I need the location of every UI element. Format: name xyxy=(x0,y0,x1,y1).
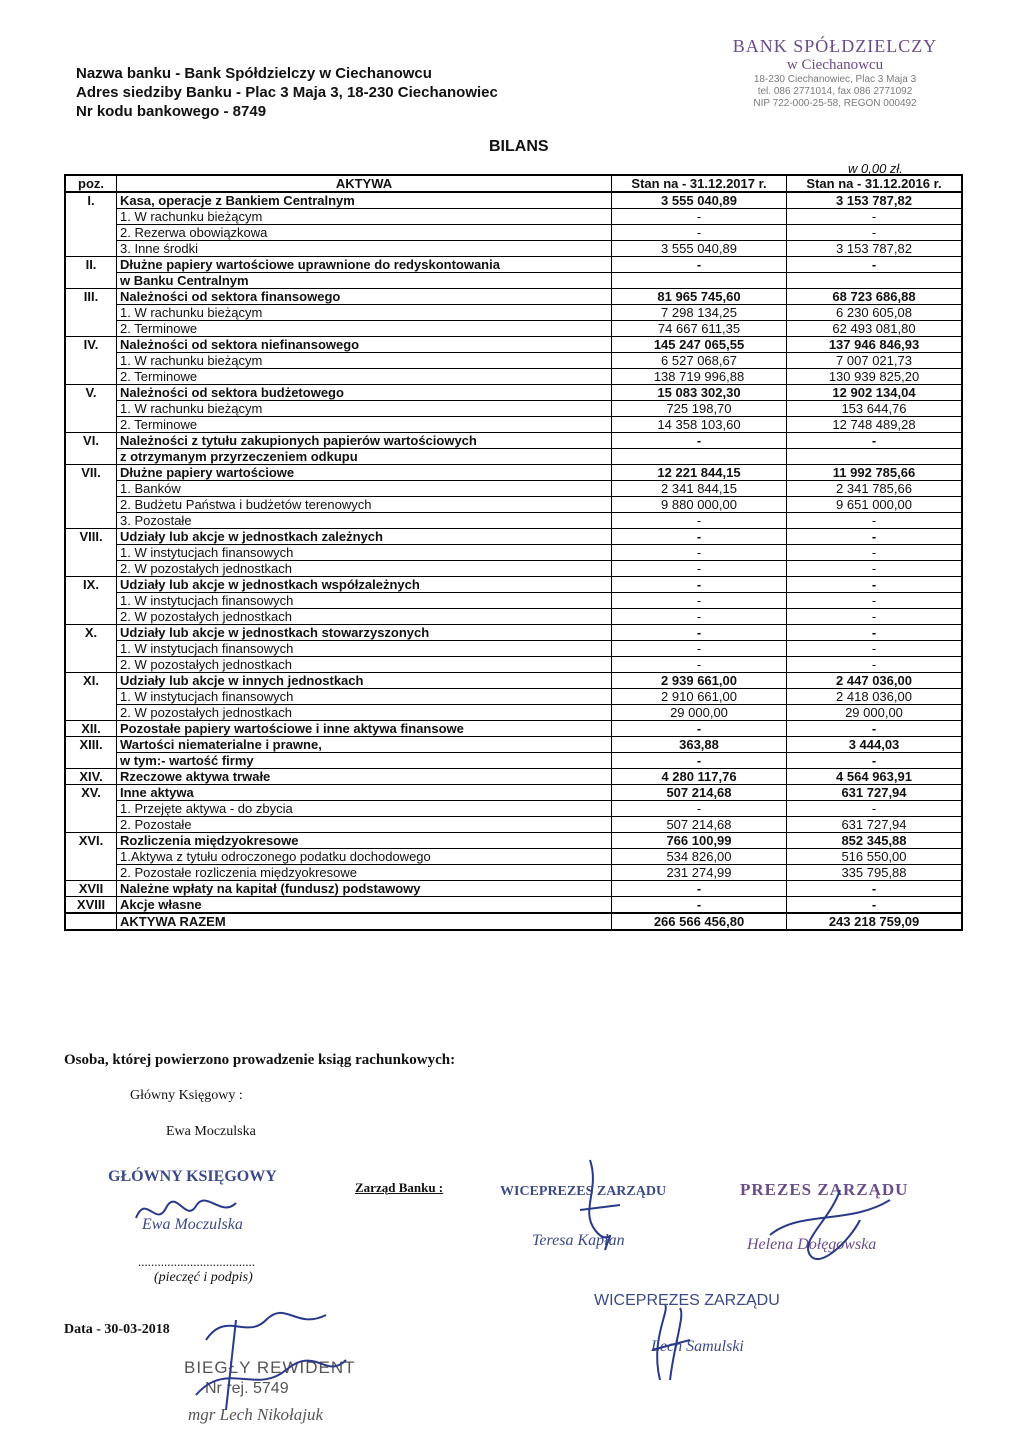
row-value-2016: 3 153 787,82 xyxy=(787,192,963,209)
row-position: XVII xyxy=(65,881,117,897)
auditor-title: BIEGŁY REWIDENT xyxy=(184,1358,356,1377)
table-row xyxy=(65,337,962,353)
row-description: Wartości niematerialne i prawne, xyxy=(117,737,612,753)
row-description: 3. Inne środki xyxy=(117,241,612,257)
row-value-2016: 335 795,88 xyxy=(787,865,963,881)
row-description: 2. W pozostałych jednostkach xyxy=(117,705,612,721)
vice-president-1-name: Teresa Kapłan xyxy=(532,1232,625,1249)
table-row xyxy=(65,785,962,801)
row-description: 2. Terminowe xyxy=(117,417,612,433)
table-row xyxy=(65,753,962,769)
row-value-2016: - xyxy=(787,801,963,817)
row-value-2016: 3 444,03 xyxy=(787,737,963,753)
row-description: Należności z tytułu zakupionych papierów wartościowych xyxy=(117,433,612,449)
row-description: 1. Banków xyxy=(117,481,612,497)
table-row xyxy=(65,353,962,369)
row-value-2017 xyxy=(612,449,787,465)
row-value-2016: 9 651 000,00 xyxy=(787,497,963,513)
row-value-2016: 4 564 963,91 xyxy=(787,769,963,785)
row-value-2017: 6 527 068,67 xyxy=(612,353,787,369)
row-description: 1. W instytucjach finansowych xyxy=(117,641,612,657)
row-value-2016: - xyxy=(787,609,963,625)
row-value-2016: 7 007 021,73 xyxy=(787,353,963,369)
row-description: 1. W rachunku bieżącym xyxy=(117,401,612,417)
row-value-2017: - xyxy=(612,897,787,914)
table-row xyxy=(65,641,962,657)
table-row xyxy=(65,449,962,465)
row-value-2016: 3 153 787,82 xyxy=(787,241,963,257)
row-value-2016: 2 418 036,00 xyxy=(787,689,963,705)
table-row xyxy=(65,865,962,881)
row-value-2017: 766 100,99 xyxy=(612,833,787,849)
table-row xyxy=(65,497,962,513)
row-description: Należności od sektora budżetowego xyxy=(117,385,612,401)
row-position xyxy=(65,369,117,385)
row-value-2017: - xyxy=(612,657,787,673)
row-position xyxy=(65,321,117,337)
row-position: VII. xyxy=(65,465,117,481)
table-row xyxy=(65,401,962,417)
row-value-2017: 12 221 844,15 xyxy=(612,465,787,481)
bookkeeper-label: Osoba, której powierzono prowadzenie ksiąg rachunkowych: xyxy=(64,1052,456,1068)
table-row xyxy=(65,769,962,785)
table-row xyxy=(65,465,962,481)
row-position xyxy=(65,705,117,721)
row-description: 2. Budżetu Państwa i budżetów terenowych xyxy=(117,497,612,513)
row-value-2016: 130 939 825,20 xyxy=(787,369,963,385)
row-position xyxy=(65,817,117,833)
row-value-2016: 2 341 785,66 xyxy=(787,481,963,497)
row-position: VIII. xyxy=(65,529,117,545)
row-value-2017: 145 247 065,55 xyxy=(612,337,787,353)
row-position: XIV. xyxy=(65,769,117,785)
table-row xyxy=(65,433,962,449)
table-row xyxy=(65,849,962,865)
row-position: V. xyxy=(65,385,117,401)
row-value-2016: 153 644,76 xyxy=(787,401,963,417)
row-position: II. xyxy=(65,257,117,273)
row-value-2016: - xyxy=(787,545,963,561)
row-value-2017: - xyxy=(612,881,787,897)
row-value-2016: 12 748 489,28 xyxy=(787,417,963,433)
chief-stamp-name: Ewa Moczulska xyxy=(142,1216,243,1233)
row-description: 1. W rachunku bieżącym xyxy=(117,209,612,225)
row-value-2016: 11 992 785,66 xyxy=(787,465,963,481)
vice-president-2-title: WICEPREZES ZARZĄDU xyxy=(594,1292,780,1309)
table-row xyxy=(65,192,962,209)
row-value-2017: 7 298 134,25 xyxy=(612,305,787,321)
row-position xyxy=(65,801,117,817)
stamp-city: w Ciechanowcu xyxy=(786,57,884,73)
row-position: X. xyxy=(65,625,117,641)
row-value-2017: - xyxy=(612,625,787,641)
row-position xyxy=(65,401,117,417)
row-position xyxy=(65,561,117,577)
table-row xyxy=(65,209,962,225)
row-description: Rzeczowe aktywa trwałe xyxy=(117,769,612,785)
total-label: AKTYWA RAZEM xyxy=(117,913,612,930)
table-row xyxy=(65,257,962,273)
row-value-2017: 363,88 xyxy=(612,737,787,753)
table-row xyxy=(65,273,962,289)
row-value-2017: 74 667 611,35 xyxy=(612,321,787,337)
row-position xyxy=(65,497,117,513)
row-position xyxy=(65,305,117,321)
table-row xyxy=(65,721,962,737)
table-row xyxy=(65,561,962,577)
row-value-2016: 631 727,94 xyxy=(787,817,963,833)
header-2017: Stan na - 31.12.2017 r. xyxy=(612,175,787,192)
header-2016: Stan na - 31.12.2016 r. xyxy=(787,175,963,192)
bank-address: Adres siedziby Banku - Plac 3 Maja 3, 18-230 Ciechanowiec xyxy=(76,84,498,101)
bank-header xyxy=(76,64,498,121)
president-name: Helena Dołęgowska xyxy=(747,1236,877,1253)
row-description: Akcje własne xyxy=(117,897,612,914)
row-value-2017: 29 000,00 xyxy=(612,705,787,721)
table-row xyxy=(65,545,962,561)
row-value-2016: 62 493 081,80 xyxy=(787,321,963,337)
table-row xyxy=(65,321,962,337)
row-value-2016: - xyxy=(787,257,963,273)
row-position xyxy=(65,753,117,769)
row-value-2017: 231 274,99 xyxy=(612,865,787,881)
row-description: Należności od sektora niefinansowego xyxy=(117,337,612,353)
row-position xyxy=(65,865,117,881)
bank-name: Nazwa banku - Bank Spółdzielczy w Ciechanowcu xyxy=(76,65,432,82)
row-description: Udziały lub akcje w jednostkach współzależnych xyxy=(117,577,612,593)
table-row xyxy=(65,225,962,241)
total-empty xyxy=(65,913,117,930)
row-description: 1. W instytucjach finansowych xyxy=(117,593,612,609)
row-description: w tym:- wartość firmy xyxy=(117,753,612,769)
row-description: Rozliczenia międzyokresowe xyxy=(117,833,612,849)
row-value-2017 xyxy=(612,273,787,289)
row-value-2016 xyxy=(787,449,963,465)
row-description: 3. Pozostałe xyxy=(117,513,612,529)
row-description: 2. W pozostałych jednostkach xyxy=(117,561,612,577)
page-title: BILANS xyxy=(489,138,549,155)
row-description: 2. Rezerwa obowiązkowa xyxy=(117,225,612,241)
row-value-2016: 516 550,00 xyxy=(787,849,963,865)
row-position xyxy=(65,545,117,561)
row-position: VI. xyxy=(65,433,117,449)
row-value-2017: - xyxy=(612,641,787,657)
row-description: Dłużne papiery wartościowe xyxy=(117,465,612,481)
header-assets: AKTYWA xyxy=(117,175,612,192)
row-description: Udziały lub akcje w jednostkach zależnych xyxy=(117,529,612,545)
total-2016: 243 218 759,09 xyxy=(787,913,963,930)
row-position xyxy=(65,225,117,241)
table-row xyxy=(65,817,962,833)
row-value-2016: 12 902 134,04 xyxy=(787,385,963,401)
stamp-address: 18-230 Ciechanowiec, Plac 3 Maja 3 xyxy=(753,74,917,85)
row-value-2017: - xyxy=(612,609,787,625)
balance-sheet-table xyxy=(64,174,963,931)
row-value-2016: - xyxy=(787,593,963,609)
row-description: 2. W pozostałych jednostkach xyxy=(117,609,612,625)
row-value-2016: - xyxy=(787,225,963,241)
row-position xyxy=(65,273,117,289)
total-row xyxy=(65,913,962,930)
row-value-2017: - xyxy=(612,225,787,241)
row-value-2017: 15 083 302,30 xyxy=(612,385,787,401)
table-header-row xyxy=(65,175,962,192)
table-row xyxy=(65,289,962,305)
row-value-2016: - xyxy=(787,561,963,577)
row-value-2016: 68 723 686,88 xyxy=(787,289,963,305)
row-value-2017: - xyxy=(612,529,787,545)
row-value-2017: 507 214,68 xyxy=(612,785,787,801)
row-value-2016: - xyxy=(787,657,963,673)
table-row xyxy=(65,625,962,641)
row-value-2017: 2 939 661,00 xyxy=(612,673,787,689)
table-row xyxy=(65,593,962,609)
row-value-2017: 138 719 996,88 xyxy=(612,369,787,385)
row-value-2017: 81 965 745,60 xyxy=(612,289,787,305)
row-value-2016: - xyxy=(787,641,963,657)
total-2017: 266 566 456,80 xyxy=(612,913,787,930)
row-position: XII. xyxy=(65,721,117,737)
row-value-2017: 534 826,00 xyxy=(612,849,787,865)
row-value-2017: 4 280 117,76 xyxy=(612,769,787,785)
row-value-2017: - xyxy=(612,801,787,817)
row-description: Należne wpłaty na kapitał (fundusz) podstawowy xyxy=(117,881,612,897)
row-position xyxy=(65,417,117,433)
row-description: Pozostałe papiery wartościowe i inne aktywa finansowe xyxy=(117,721,612,737)
row-position xyxy=(65,241,117,257)
row-value-2017: 2 910 661,00 xyxy=(612,689,787,705)
vice-president-1-title: WICEPREZES ZARZĄDU xyxy=(500,1184,667,1199)
currency-unit: w 0,00 zł. xyxy=(848,161,903,176)
row-position: XV. xyxy=(65,785,117,801)
row-description: z otrzymanym przyrzeczeniem odkupu xyxy=(117,449,612,465)
row-position: XVI. xyxy=(65,833,117,849)
row-value-2016: - xyxy=(787,625,963,641)
row-description: 2. Terminowe xyxy=(117,369,612,385)
row-value-2017: - xyxy=(612,209,787,225)
row-position xyxy=(65,849,117,865)
table-row xyxy=(65,897,962,914)
row-position: XIII. xyxy=(65,737,117,753)
table-row xyxy=(65,577,962,593)
table-row xyxy=(65,385,962,401)
row-position: IX. xyxy=(65,577,117,593)
row-description: 1. Przejęte aktywa - do zbycia xyxy=(117,801,612,817)
row-position: I. xyxy=(65,192,117,209)
table-row xyxy=(65,801,962,817)
table-row xyxy=(65,481,962,497)
document-date: Data - 30-03-2018 xyxy=(64,1322,170,1337)
bank-code: Nr kodu bankowego - 8749 xyxy=(76,103,267,120)
row-value-2017: - xyxy=(612,561,787,577)
row-position xyxy=(65,449,117,465)
row-value-2017: 14 358 103,60 xyxy=(612,417,787,433)
row-description: 1.Aktywa z tytułu odroczonego podatku dochodowego xyxy=(117,849,612,865)
table-row xyxy=(65,241,962,257)
table-row xyxy=(65,737,962,753)
row-value-2016: - xyxy=(787,577,963,593)
row-position: XI. xyxy=(65,673,117,689)
row-value-2017: - xyxy=(612,545,787,561)
row-value-2017: - xyxy=(612,513,787,529)
row-description: 1. W instytucjach finansowych xyxy=(117,689,612,705)
row-position xyxy=(65,641,117,657)
vice-president-2-name: Lech Samulski xyxy=(651,1338,744,1355)
row-description: 2. Terminowe xyxy=(117,321,612,337)
row-value-2017: - xyxy=(612,753,787,769)
row-value-2016: - xyxy=(787,209,963,225)
table-row xyxy=(65,369,962,385)
row-description: 1. W rachunku bieżącym xyxy=(117,353,612,369)
row-description: w Banku Centralnym xyxy=(117,273,612,289)
auditor-reg-number: Nr rej. 5749 xyxy=(205,1380,289,1397)
row-value-2016: - xyxy=(787,513,963,529)
row-value-2016: - xyxy=(787,897,963,914)
row-value-2016: - xyxy=(787,433,963,449)
table-row xyxy=(65,833,962,849)
seal-note: (pieczęć i podpis) xyxy=(154,1270,253,1285)
table-row xyxy=(65,657,962,673)
row-value-2017: 725 198,70 xyxy=(612,401,787,417)
row-position xyxy=(65,513,117,529)
stamp-ids: NIP 722-000-25-58, REGON 000492 xyxy=(753,98,917,109)
row-description: 2. Pozostałe rozliczenia międzyokresowe xyxy=(117,865,612,881)
row-value-2016: - xyxy=(787,753,963,769)
row-value-2017: - xyxy=(612,593,787,609)
header-poz: poz. xyxy=(65,175,117,192)
table-row xyxy=(65,881,962,897)
table-row xyxy=(65,305,962,321)
table-row xyxy=(65,689,962,705)
row-description: 2. W pozostałych jednostkach xyxy=(117,657,612,673)
chief-accountant-label: Główny Księgowy : xyxy=(130,1088,243,1103)
row-position: IV. xyxy=(65,337,117,353)
row-description: Dłużne papiery wartościowe uprawnione do redyskontowania xyxy=(117,257,612,273)
row-value-2017: 3 555 040,89 xyxy=(612,192,787,209)
row-description: Udziały lub akcje w innych jednostkach xyxy=(117,673,612,689)
row-description: 1. W rachunku bieżącym xyxy=(117,305,612,321)
row-position xyxy=(65,353,117,369)
signature-line: .................................... xyxy=(138,1254,255,1269)
table-row xyxy=(65,673,962,689)
row-position xyxy=(65,609,117,625)
row-value-2016: 137 946 846,93 xyxy=(787,337,963,353)
row-value-2016: 631 727,94 xyxy=(787,785,963,801)
row-value-2017: - xyxy=(612,721,787,737)
table-row xyxy=(65,513,962,529)
row-value-2016 xyxy=(787,273,963,289)
stamp-phone: tel. 086 2771014, fax 086 2771092 xyxy=(757,86,913,97)
chief-stamp-title: GŁÓWNY KSIĘGOWY xyxy=(108,1168,277,1185)
row-position: XVIII xyxy=(65,897,117,914)
row-value-2016: - xyxy=(787,721,963,737)
president-title: PREZES ZARZĄDU xyxy=(740,1180,909,1199)
row-value-2016: 6 230 605,08 xyxy=(787,305,963,321)
stamp-name: BANK SPÓŁDZIELCZY xyxy=(732,36,938,56)
row-value-2016: 2 447 036,00 xyxy=(787,673,963,689)
row-position xyxy=(65,481,117,497)
row-position xyxy=(65,657,117,673)
row-description: Kasa, operacje z Bankiem Centralnym xyxy=(117,192,612,209)
chief-accountant-name: Ewa Moczulska xyxy=(166,1124,256,1139)
row-description: 2. Pozostałe xyxy=(117,817,612,833)
row-value-2017: - xyxy=(612,577,787,593)
table-row xyxy=(65,705,962,721)
row-description: Udziały lub akcje w jednostkach stowarzyszonych xyxy=(117,625,612,641)
row-position xyxy=(65,689,117,705)
auditor-name: mgr Lech Nikołajuk xyxy=(188,1405,324,1424)
row-position xyxy=(65,593,117,609)
row-description: Należności od sektora finansowego xyxy=(117,289,612,305)
row-value-2017: 2 341 844,15 xyxy=(612,481,787,497)
row-value-2017: - xyxy=(612,433,787,449)
row-value-2016: - xyxy=(787,881,963,897)
bank-stamp xyxy=(700,36,970,110)
row-value-2016: - xyxy=(787,529,963,545)
board-label: Zarząd Banku : xyxy=(355,1180,444,1195)
row-position xyxy=(65,209,117,225)
row-position: III. xyxy=(65,289,117,305)
row-value-2017: 9 880 000,00 xyxy=(612,497,787,513)
row-value-2017: 3 555 040,89 xyxy=(612,241,787,257)
table-row xyxy=(65,609,962,625)
table-row xyxy=(65,417,962,433)
row-description: 1. W instytucjach finansowych xyxy=(117,545,612,561)
row-value-2017: - xyxy=(612,257,787,273)
table-row xyxy=(65,529,962,545)
row-value-2016: 852 345,88 xyxy=(787,833,963,849)
row-description: Inne aktywa xyxy=(117,785,612,801)
row-value-2017: 507 214,68 xyxy=(612,817,787,833)
row-value-2016: 29 000,00 xyxy=(787,705,963,721)
